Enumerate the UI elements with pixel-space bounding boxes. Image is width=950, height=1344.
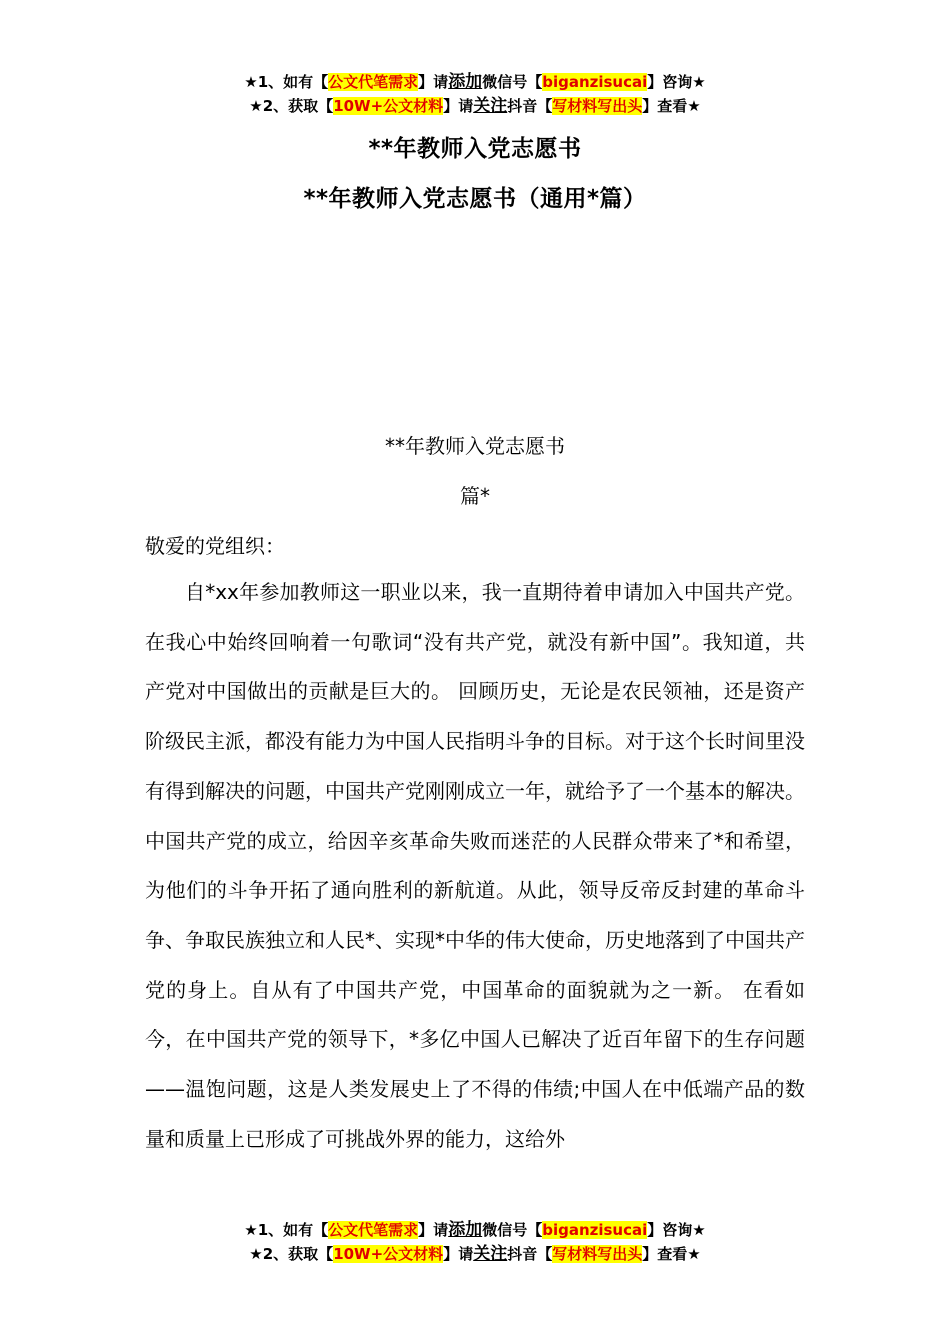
promo-text: 】请: [418, 73, 449, 91]
promo-highlight: biganzisucai: [542, 73, 648, 91]
promo-emphasis: 添加: [448, 1220, 483, 1240]
promo-highlight: 10W+公文材料: [333, 1245, 444, 1263]
body-paragraph: 自*xx年参加教师这一职业以来，我一直期待着申请加入中国共产党。在我心中始终回响着一句歌词“没有共产党，就没有新中国”。我知道，共产党对中国做出的贡献是巨大的。 回顾历史，无论是农民领袖，还是资产阶级民主派，都没有能力为中国人民指明斗争的目标。对于这个长时间里没有得到解决的问题，中国共产党刚刚成立一年，就给予了一个基本的解决。中国共产党的成立，给因辛亥革命失败而迷茫的人民群众带来了*和希望，为他们的斗争开拓了通向胜利的新航道。从此，领导反帝反封建的革命斗争、争取民族独立和人民*、实现*中华的伟大使命，历史地落到了中国共产党的身上。自从有了中国共产党，中国革命的面貌就为之一新。 在看如今，在中国共产党的领导下，*多亿中国人已解决了近百年留下的生存问题——温饱问题，这是人类发展史上了不得的伟绩;中国人在中低端产品的数量和质量上已形成了可挑战外界的能力，这给外: [145, 580, 805, 1151]
promo-text: ★1、如有【: [244, 73, 329, 91]
promo-emphasis: 关注: [473, 96, 508, 116]
document-title: **年教师入党志愿书: [368, 136, 582, 162]
promo-line-1: [0, 70, 950, 94]
promo-banner-top: [0, 70, 950, 118]
promo-text: 抖音【: [507, 1245, 553, 1263]
promo-text: 抖音【: [507, 97, 553, 115]
promo-text: 】查看★: [642, 1245, 701, 1263]
promo-highlight: 10W+公文材料: [333, 97, 444, 115]
promo-banner-bottom: [0, 1218, 950, 1266]
promo-text: ★2、获取【: [249, 97, 334, 115]
promo-text: 】咨询★: [647, 1221, 706, 1239]
promo-text: 】请: [443, 1245, 474, 1263]
promo-line-2: [0, 1242, 950, 1266]
promo-text: 】查看★: [642, 97, 701, 115]
promo-text: 微信号【: [482, 1221, 543, 1239]
promo-highlight: biganzisucai: [542, 1221, 648, 1239]
promo-text: ★2、获取【: [249, 1245, 334, 1263]
promo-emphasis: 关注: [473, 1244, 508, 1264]
promo-line-2: [0, 94, 950, 118]
promo-highlight: 写材料写出头: [552, 97, 643, 115]
promo-text: 】咨询★: [647, 73, 706, 91]
promo-highlight: 公文代笔需求: [328, 73, 419, 91]
promo-highlight: 公文代笔需求: [328, 1221, 419, 1239]
promo-text: 】请: [418, 1221, 449, 1239]
section-heading: **年教师入党志愿书: [385, 434, 565, 458]
promo-line-1: [0, 1218, 950, 1242]
document-subtitle: **年教师入党志愿书（通用*篇）: [303, 186, 647, 212]
salutation: 敬爱的党组织：: [145, 534, 285, 558]
section-part-label: 篇*: [460, 484, 490, 508]
promo-text: 微信号【: [482, 73, 543, 91]
promo-text: 】请: [443, 97, 474, 115]
promo-text: ★1、如有【: [244, 1221, 329, 1239]
promo-highlight: 写材料写出头: [552, 1245, 643, 1263]
promo-emphasis: 添加: [448, 72, 483, 92]
